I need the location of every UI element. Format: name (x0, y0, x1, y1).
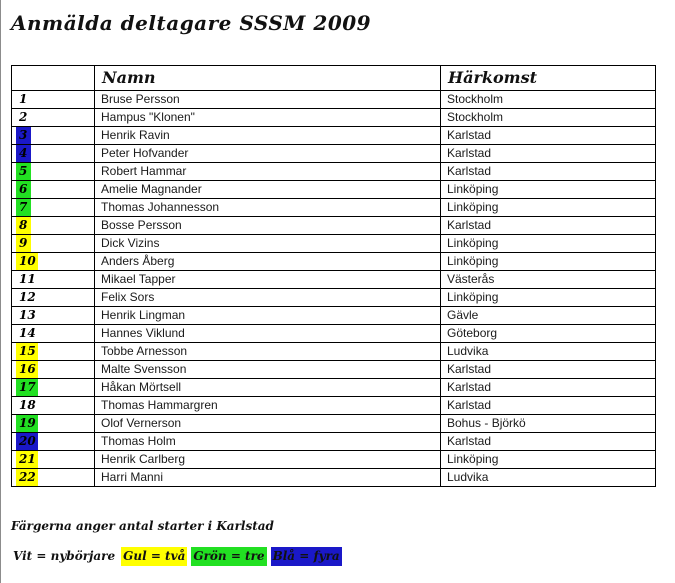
participant-origin: Karlstad (441, 163, 656, 181)
participant-name: Malte Svensson (95, 361, 441, 379)
participant-number: 9 (16, 235, 31, 252)
participant-origin: Linköping (441, 289, 656, 307)
color-legend (11, 547, 342, 566)
participant-name: Bosse Persson (95, 217, 441, 235)
page-left-border (0, 0, 1, 583)
participant-origin: Linköping (441, 181, 656, 199)
participant-origin: Linköping (441, 451, 656, 469)
participant-number: 22 (16, 469, 38, 486)
table-row (12, 91, 656, 109)
participant-name: Hampus "Klonen" (95, 109, 441, 127)
table-row (12, 343, 656, 361)
participant-number: 19 (16, 415, 38, 432)
participant-name: Mikael Tapper (95, 271, 441, 289)
table-row (12, 271, 656, 289)
participant-name: Anders Åberg (95, 253, 441, 271)
participant-origin: Karlstad (441, 145, 656, 163)
participant-origin: Karlstad (441, 379, 656, 397)
participant-name: Tobbe Arnesson (95, 343, 441, 361)
participant-number: 17 (16, 379, 38, 396)
participant-name: Olof Vernerson (95, 415, 441, 433)
participant-origin: Göteborg (441, 325, 656, 343)
participant-number: 15 (16, 343, 38, 360)
participants-table (11, 65, 656, 487)
table-row (12, 451, 656, 469)
participant-origin: Ludvika (441, 343, 656, 361)
page-title: Anmälda deltagare SSSM 2009 (11, 11, 372, 35)
table-row (12, 235, 656, 253)
participant-origin: Linköping (441, 199, 656, 217)
header-origin: Härkomst (441, 66, 656, 91)
legend-yellow: Gul = två (121, 547, 187, 566)
table-row (12, 217, 656, 235)
participant-number: 6 (16, 181, 31, 198)
participant-number: 7 (16, 199, 31, 216)
participant-name: Håkan Mörtsell (95, 379, 441, 397)
participant-name: Henrik Lingman (95, 307, 441, 325)
participant-number: 18 (19, 398, 36, 412)
table-row (12, 433, 656, 451)
table-row (12, 289, 656, 307)
participant-number: 13 (19, 308, 36, 322)
table-row (12, 397, 656, 415)
participant-name: Bruse Persson (95, 91, 441, 109)
participant-origin: Linköping (441, 235, 656, 253)
participant-origin: Gävle (441, 307, 656, 325)
participant-name: Amelie Magnander (95, 181, 441, 199)
participant-number: 12 (19, 290, 36, 304)
participant-name: Harri Manni (95, 469, 441, 487)
participant-number: 11 (19, 272, 36, 286)
table-row (12, 469, 656, 487)
header-number (12, 66, 95, 91)
table-row (12, 361, 656, 379)
table-row (12, 163, 656, 181)
participant-name: Henrik Ravin (95, 127, 441, 145)
participant-origin: Ludvika (441, 469, 656, 487)
participant-origin: Karlstad (441, 217, 656, 235)
participant-name: Felix Sors (95, 289, 441, 307)
participant-origin: Stockholm (441, 109, 656, 127)
legend-white: Vit = nybörjare (13, 549, 116, 563)
participant-name: Henrik Carlberg (95, 451, 441, 469)
table-row (12, 253, 656, 271)
table-row (12, 325, 656, 343)
participant-number: 4 (16, 145, 31, 162)
participant-origin: Karlstad (441, 127, 656, 145)
participant-number: 5 (16, 163, 31, 180)
participant-origin: Karlstad (441, 433, 656, 451)
participant-origin: Bohus - Björkö (441, 415, 656, 433)
color-legend-intro: Färgerna anger antal starter i Karlstad (11, 519, 274, 533)
participant-name: Hannes Viklund (95, 325, 441, 343)
legend-green: Grön = tre (191, 547, 266, 566)
participant-number: 14 (19, 326, 36, 340)
participant-number: 2 (19, 110, 28, 124)
table-row (12, 199, 656, 217)
participant-number: 21 (16, 451, 38, 468)
legend-blue: Blå = fyra (271, 547, 342, 566)
participant-origin: Karlstad (441, 361, 656, 379)
table-row (12, 127, 656, 145)
participant-number: 3 (16, 127, 31, 144)
table-row (12, 307, 656, 325)
participant-name: Thomas Hammargren (95, 397, 441, 415)
table-header-row (12, 66, 656, 91)
table-row (12, 145, 656, 163)
participant-number: 10 (16, 253, 38, 270)
participant-name: Robert Hammar (95, 163, 441, 181)
participant-name: Thomas Holm (95, 433, 441, 451)
table-row (12, 181, 656, 199)
participant-origin: Linköping (441, 253, 656, 271)
header-name: Namn (95, 66, 441, 91)
participant-number: 1 (19, 92, 28, 106)
participant-number: 8 (16, 217, 31, 234)
table-row (12, 379, 656, 397)
participant-number: 16 (16, 361, 38, 378)
participant-name: Thomas Johannesson (95, 199, 441, 217)
participant-origin: Västerås (441, 271, 656, 289)
table-row (12, 415, 656, 433)
participant-origin: Karlstad (441, 397, 656, 415)
participant-name: Peter Hofvander (95, 145, 441, 163)
participant-name: Dick Vizins (95, 235, 441, 253)
table-row (12, 109, 656, 127)
table-body (12, 91, 656, 487)
participant-origin: Stockholm (441, 91, 656, 109)
participant-number: 20 (16, 433, 38, 450)
